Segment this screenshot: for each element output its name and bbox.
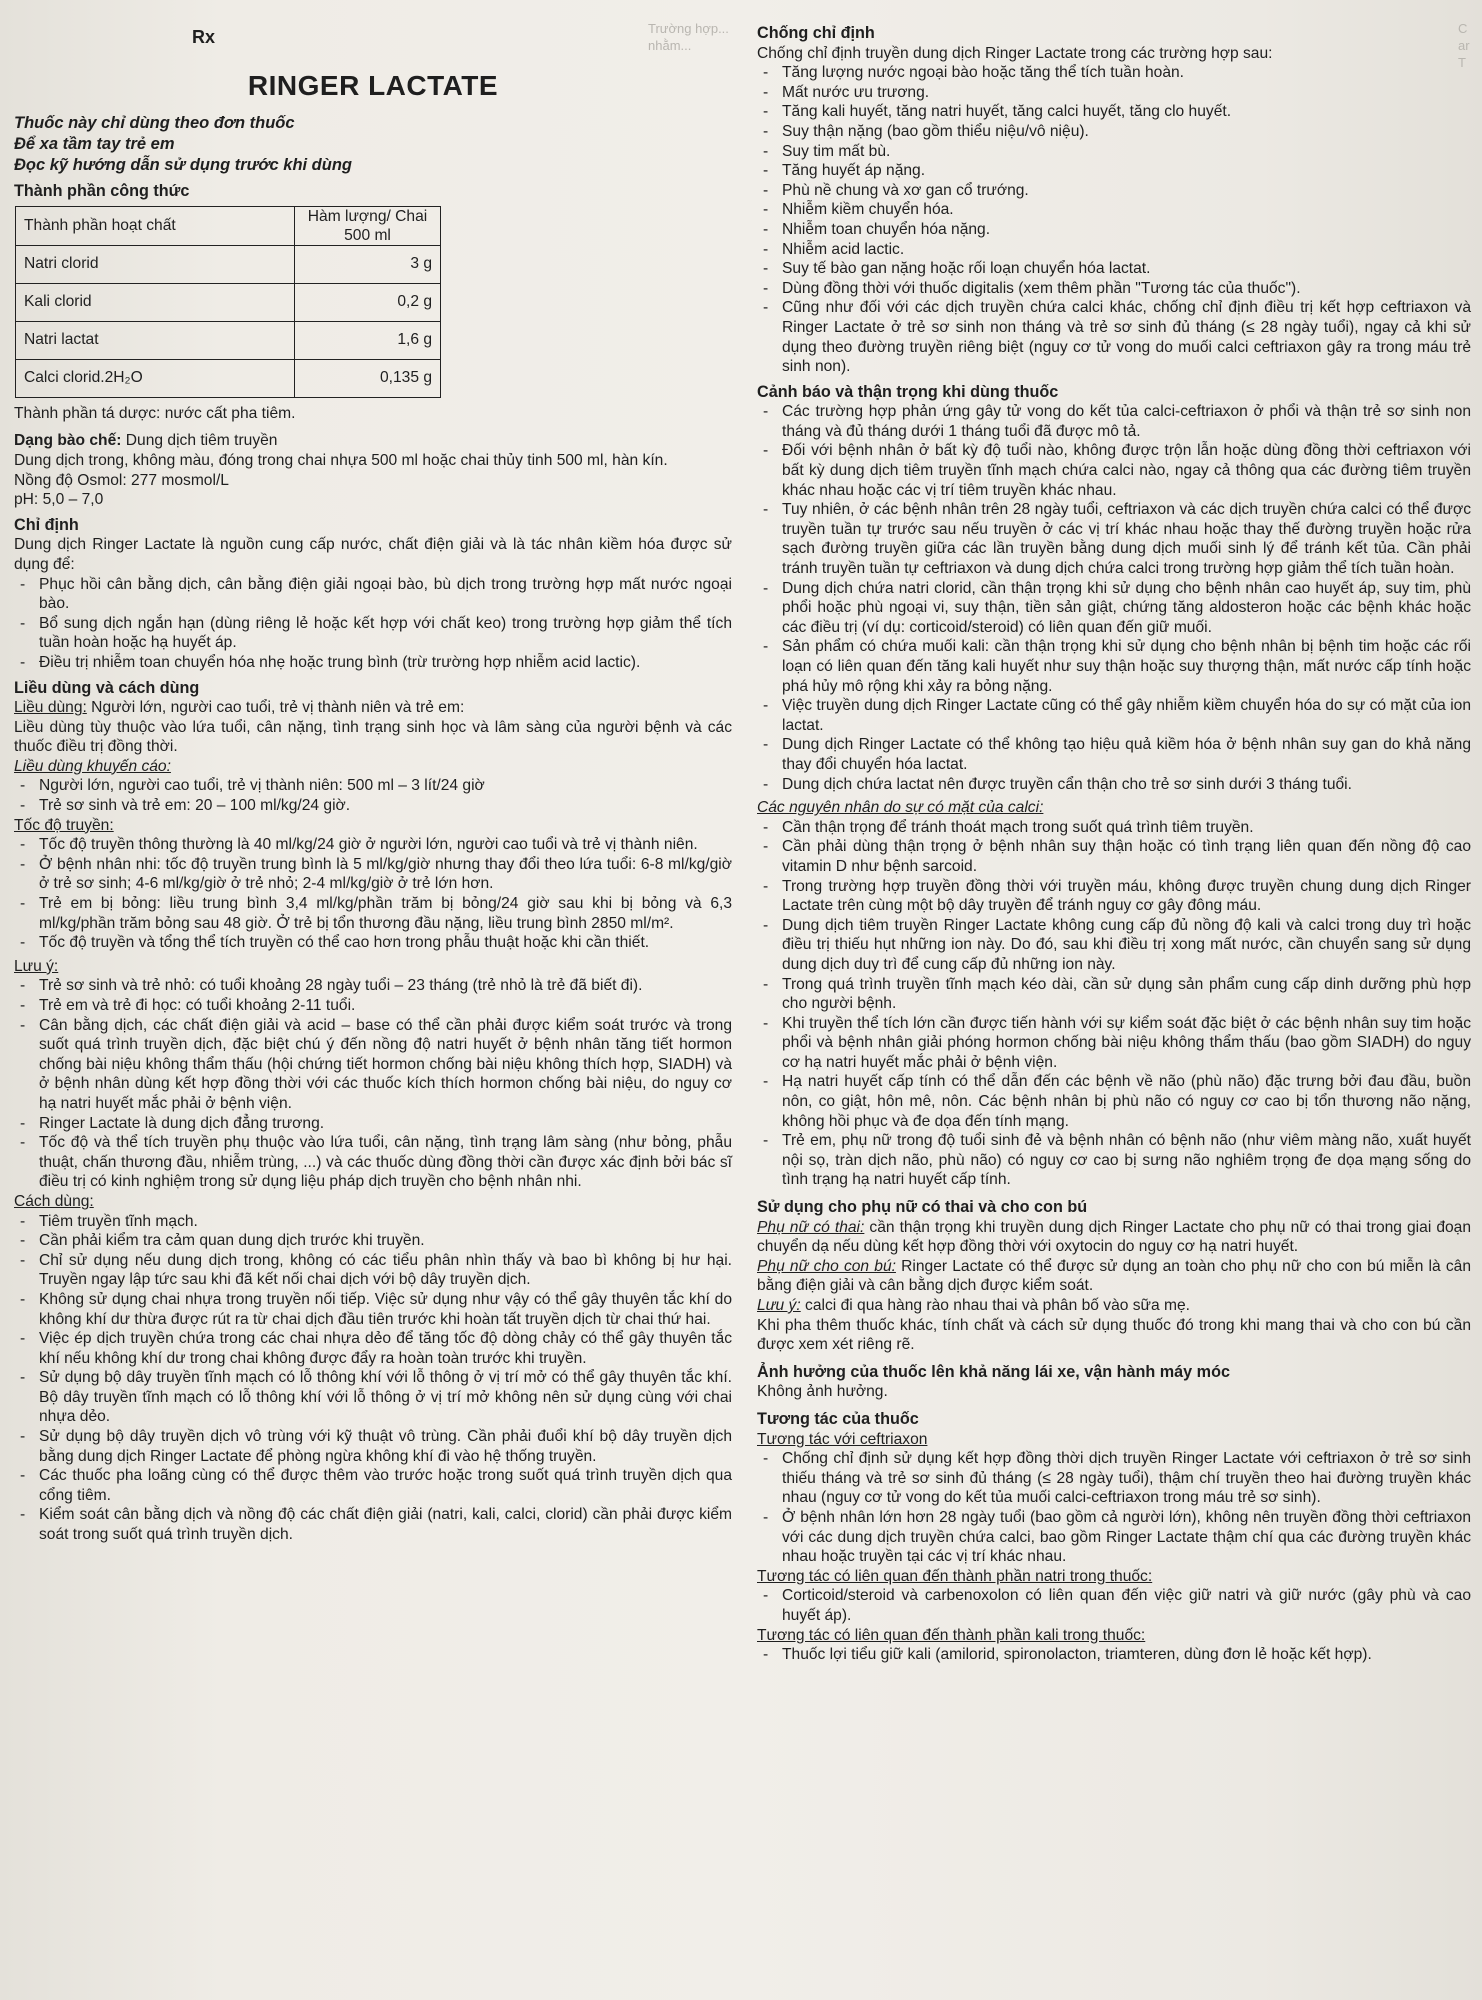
children-warning: Để xa tầm tay trẻ em xyxy=(14,135,175,154)
ph-text: pH: 5,0 – 7,0 xyxy=(14,491,104,509)
table-row xyxy=(16,321,441,359)
excipient-text: Thành phần tá dược: nước cất pha tiêm. xyxy=(14,404,296,422)
ingredient-amount: 3 g xyxy=(295,245,441,283)
list-item: - Cần phải kiểm tra cảm quan dung dịch trước khi truyền. xyxy=(14,1231,732,1251)
sodium-list xyxy=(757,1586,1471,1625)
dosage-heading: Liều dùng và cách dùng xyxy=(14,678,200,697)
list-item: - Sử dụng bộ dây truyền tĩnh mạch có lỗ thông khí với lỗ thông ở vị trí mở có thể gây thuyên tắc khí. Bộ dây truyền tĩnh mạch có lỗ thông khí với lỗ thông ở vị trí mở không nên sử dụng cùng với chai nhựa dẻo. xyxy=(14,1368,732,1427)
list-item: - Tuy nhiên, ở các bệnh nhân trên 28 ngày tuổi, ceftriaxon và các dịch truyền chứa calci có thể được truyền tuần tự trước sau nếu truyền ở các vị trí khác nhau hoặc thay thế đường truyền hoặc rửa sạch đường truyền giữa các lần truyền bằng dung dịch muối sinh lý để tránh kết tủa. Cần phải tránh truyền tuần tự ceftriaxon và dung dịch chứa calci trong trường hợp giảm thể tích tuần hoàn. xyxy=(757,500,1471,578)
potassium-interaction-heading: Tương tác có liên quan đến thành phần kali trong thuốc: xyxy=(757,1626,1146,1644)
table-row xyxy=(16,245,441,283)
list-item: - Suy thận nặng (bao gồm thiểu niệu/vô niệu). xyxy=(757,122,1471,142)
usage-heading: Cách dùng: xyxy=(14,1192,94,1210)
rate-heading: Tốc độ truyền: xyxy=(14,816,114,834)
list-item: - Tăng kali huyết, tăng natri huyết, tăng calci huyết, tăng clo huyết. xyxy=(757,102,1471,122)
list-item: - Khi truyền thể tích lớn cần được tiến hành với sự kiểm soát đặc biệt ở các bệnh nhân suy tim hoặc phổi và bệnh nhân giải phóng hormon chống bài niệu không thẩm thấu (bao gồm SIADH) do nguy cơ hạ natri huyết mắc phải ở bệnh viện. xyxy=(757,1014,1471,1073)
driving-heading: Ảnh hưởng của thuốc lên khả năng lái xe, vận hành máy móc xyxy=(757,1362,1230,1381)
list-item: - Không sử dụng chai nhựa trong truyền nối tiếp. Việc sử dụng như vậy có thể gây thuyên tắc khí do không khí dư thừa được rút ra từ chai dịch đầu tiên trước khi hoàn tất truyền dịch từ chai thứ hai. xyxy=(14,1290,732,1329)
read-instructions-warning: Đọc kỹ hướng dẫn sử dụng trước khi dùng xyxy=(14,156,353,175)
table-header-ingredient: Thành phần hoạt chất xyxy=(16,206,295,245)
list-item: - Chỉ sử dụng nếu dung dịch trong, không có các tiểu phân nhìn thấy và bao bì không bị hư hại. Truyền ngay lập tức sau khi đã kết nối chai dịch với bộ dây truyền dịch. xyxy=(14,1251,732,1290)
list-item: - Việc ép dịch truyền chứa trong các chai nhựa dẻo để tăng tốc độ dòng chảy có thể gây thuyên tắc khí nếu không khí dư trong chai không được đẩy ra hoàn toàn trước khi truyền. xyxy=(14,1329,732,1368)
interaction-heading: Tương tác của thuốc xyxy=(757,1409,919,1428)
list-item: - Kiểm soát cân bằng dịch và nồng độ các chất điện giải (natri, kali, calci, clorid) cần phải được kiểm soát trong suốt quá trình truyền dịch. xyxy=(14,1505,732,1544)
show-through-text: Trường hợp... nhằm... xyxy=(648,21,729,53)
pregnancy-sub3: Lưu ý: xyxy=(757,1297,801,1314)
recommended-list xyxy=(14,776,732,815)
dosage-form-heading: Dạng bào chế: xyxy=(14,432,122,450)
list-item: - Mất nước ưu trương. xyxy=(757,83,1471,103)
sodium-interaction-heading: Tương tác có liên quan đến thành phần natri trong thuốc: xyxy=(757,1567,1153,1585)
list-item: - Tăng huyết áp nặng. xyxy=(757,161,1471,181)
list-item: - Việc truyền dung dịch Ringer Lactate cũng có thể gây nhiễm kiềm chuyển hóa do sự có mặt của ion lactat. xyxy=(757,696,1471,735)
list-item: - Suy tế bào gan nặng hoặc rối loạn chuyển hóa lactat. xyxy=(757,259,1471,279)
list-item: - Nhiễm toan chuyển hóa nặng. xyxy=(757,220,1471,240)
right-column xyxy=(757,18,1471,1665)
usage-list xyxy=(14,1212,732,1545)
osmol-text: Nồng độ Osmol: 277 mosmol/L xyxy=(14,471,229,489)
show-through-text: C ar T xyxy=(1458,21,1470,70)
list-item: - Chống chỉ định sử dụng kết hợp đồng thời dịch truyền Ringer Lactate với ceftriaxon ở trẻ sơ sinh thiếu tháng và trẻ sơ sinh đủ tháng (≤ 28 ngày tuổi), thậm chí truyền theo hai đường truyền khác nhau (nguy cơ tử vong do kết tủa muối calci-ceftriaxon trong máu trẻ sơ sinh). xyxy=(757,1449,1471,1508)
list-item: - Ở bệnh nhân nhi: tốc độ truyền trung bình là 5 ml/kg/giờ nhưng thay đổi theo lứa tuổi: 6-8 ml/kg/giờ ở trẻ sơ sinh; 4-6 ml/kg/giờ ở trẻ nhỏ; 2-4 ml/kg/giờ ở trẻ lớn hơn. xyxy=(14,855,732,894)
list-item: - Trẻ em, phụ nữ trong độ tuổi sinh đẻ và bệnh nhân có bệnh não (như viêm màng não, xuất huyết nội sọ, tràn dịch não, phù não) có nguy cơ cao bị sưng não nghiêm trọng đe dọa mạng sống do tình trạng hạ natri huyết cấp tính. xyxy=(757,1131,1471,1190)
list-item: - Ở bệnh nhân lớn hơn 28 ngày tuổi (bao gồm cả người lớn), không nên truyền đồng thời ceftriaxon với các dung dịch truyền chứa calci, bao gồm Ringer Lactate thậm chí qua các đường truyền khác nhau hoặc truyền tại các vị trí khác nhau. xyxy=(757,1508,1471,1567)
table-row xyxy=(16,283,441,321)
ingredient-amount: 1,6 g xyxy=(295,321,441,359)
list-item: - Cần phải dùng thận trọng ở bệnh nhân suy thận hoặc có tình trạng liên quan đến nồng độ cao vitamin D như bệnh sarcoid. xyxy=(757,837,1471,876)
list-item: - Suy tim mất bù. xyxy=(757,142,1471,162)
list-item: - Nhiễm acid lactic. xyxy=(757,240,1471,260)
rate-list xyxy=(14,835,732,953)
list-item: - Bổ sung dịch ngắn hạn (dùng riêng lẻ hoặc kết hợp với chất keo) trong trường hợp giảm thể tích tuần hoàn hoặc hạ huyết áp. xyxy=(14,614,732,653)
contra-intro: Chống chỉ định truyền dung dịch Ringer Lactate trong các trường hợp sau: xyxy=(757,44,1273,62)
list-item: - Trong trường hợp truyền đồng thời với truyền máu, không được truyền chung dung dịch Ringer Lactate trên cùng một bộ dây truyền để tránh nguy cơ gây đông máu. xyxy=(757,877,1471,916)
list-item: - Trẻ em bị bỏng: liều trung bình 3,4 ml/kg/phần trăm bị bỏng/24 giờ sau khi bị bỏng và 6,3 ml/kg/phần trăm bỏng sau 48 giờ. Ở trẻ bị tổn thương đầu nặng, liều trung bình 2850 ml/m². xyxy=(14,894,732,933)
list-item: - Đối với bệnh nhân ở bất kỳ độ tuổi nào, không được trộn lẫn hoặc dùng đồng thời ceftriaxon với bất kỳ dung dịch tiêm truyền tĩnh mạch chứa calci nào, ngay cả thông qua các đường tiêm truyền khác nhau hoặc các vị trí tiêm truyền khác nhau. xyxy=(757,441,1471,500)
list-item: - Phục hồi cân bằng dịch, cân bằng điện giải ngoại bào, bù dịch trong trường hợp mất nước ngoại bào. xyxy=(14,575,732,614)
list-item: - Tốc độ truyền và tổng thể tích truyền có thể cao hơn trong phẫu thuật hoặc khi cần thiết. xyxy=(14,933,732,953)
list-item: - Nhiễm kiềm chuyển hóa. xyxy=(757,200,1471,220)
rx-mark: Rx xyxy=(192,27,216,47)
table-header-amount: Hàm lượng/ Chai 500 ml xyxy=(295,206,441,245)
dosage-p1: Liều dùng tùy thuộc vào lứa tuổi, cân nặng, tình trạng sinh học và lâm sàng của người bệnh và các thuốc điều trị đồng thời. xyxy=(14,718,732,756)
indication-intro: Dung dịch Ringer Lactate là nguồn cung cấp nước, chất điện giải và là tác nhân kiềm hóa được sử dụng để: xyxy=(14,536,732,573)
list-item: - Tốc độ và thể tích truyền phụ thuộc vào lứa tuổi, cân nặng, tình trạng lâm sàng (như bỏng, phẫu thuật, chấn thương đầu, nhiễm trùng, ...) và các thuốc dùng đồng thời cần được xác định bởi bác sĩ điều trị có kinh nghiệm trong sử dụng liệu pháp dịch truyền cho bệnh nhân nhi. xyxy=(14,1133,732,1192)
warning-heading: Cảnh báo và thận trọng khi dùng thuốc xyxy=(757,382,1059,401)
list-item: - Cân bằng dịch, các chất điện giải và acid – base có thể cần phải được kiểm soát trước và trong suốt quá trình truyền dịch, đặc biệt chú ý đến nồng độ natri huyết ở bệnh nhân tăng tiết hormon chống bài niệu không thẩm thấu (hội chứng tiết hormon chống bài niệu không thích hợp, SIADH) và ở bệnh nhân dùng kết hợp đồng thời với các thuốc kích thích hormon chống bài niệu, do nguy cơ hạ natri huyết mắc phải ở bệnh viện. xyxy=(14,1016,732,1114)
pregnancy-p2 xyxy=(757,1257,1471,1296)
ingredient-amount: 0,2 g xyxy=(295,283,441,321)
list-item: - Các thuốc pha loãng cùng có thể được thêm vào trước hoặc trong suốt quá trình truyền dịch qua cổng tiêm. xyxy=(14,1466,732,1505)
dosage-sub1-rest: Người lớn, người cao tuổi, trẻ vị thành niên và trẻ em: xyxy=(86,699,465,717)
contra-list xyxy=(757,63,1471,377)
list-item: - Các trường hợp phản ứng gây tử vong do kết tủa calci-ceftriaxon ở phổi và thận trẻ sơ sinh non tháng và đủ tháng dưới 1 tháng tuổi đã được mô tả. xyxy=(757,402,1471,441)
indication-heading: Chỉ định xyxy=(14,515,79,534)
composition-heading: Thành phần công thức xyxy=(14,182,190,201)
warning-list xyxy=(757,402,1471,794)
list-item: - Hạ natri huyết cấp tính có thể dẫn đến các bệnh về não (phù não) đặc trưng bởi đau đầu, buồn nôn, co giật, hôn mê, nôn. Các bệnh nhân bị phù não có nguy cơ cao bị tổn thương não nặng, không hồi phục và đe dọa đến tính mạng. xyxy=(757,1072,1471,1131)
list-item: - Dung dịch chứa lactat nên được truyền cẩn thận cho trẻ sơ sinh dưới 3 tháng tuổi. xyxy=(757,775,1471,795)
ceftriaxon-heading: Tương tác với ceftriaxon xyxy=(757,1430,928,1448)
indication-list xyxy=(14,575,732,673)
list-item: - Trẻ sơ sinh và trẻ em: 20 – 100 ml/kg/24 giờ. xyxy=(14,796,732,816)
left-column xyxy=(14,18,732,1545)
dosage-form-line xyxy=(14,431,732,451)
ingredient-name: Kali clorid xyxy=(16,283,295,321)
recommended-heading: Liều dùng khuyến cáo: xyxy=(14,757,171,775)
ingredient-amount: 0,135 g xyxy=(295,359,441,397)
pregnancy-p1-text: cần thận trọng khi truyền dung dịch Ringer Lactate cho phụ nữ có thai trong giai đoạn chuyển dạ nếu dùng kết hợp đồng thời với oxytocin do nguy cơ hạ natri huyết. xyxy=(757,1218,1472,1256)
pregnancy-p3-text: calci đi qua hàng rào nhau thai và phân bố vào sữa mẹ. xyxy=(800,1297,1190,1314)
list-item: - Cũng như đối với các dịch truyền chứa calci khác, chống chỉ định điều trị kết hợp ceftriaxon và Ringer Lactate ở trẻ sơ sinh non tháng và trẻ sơ sinh đủ tháng (≤ 28 ngày tuổi), ngay cả khi sử dụng theo đường truyền riêng biệt (nguy cơ tử vong do muối calci ceftriaxon gây ra trong máu trẻ sinh non). xyxy=(757,298,1471,376)
ingredient-name: Natri lactat xyxy=(16,321,295,359)
list-item: - Thuốc lợi tiểu giữ kali (amilorid, spironolacton, triamteren, dùng đơn lẻ hoặc kết hợp). xyxy=(757,1645,1471,1665)
table-header-row xyxy=(16,206,441,245)
ingredient-name: Natri clorid xyxy=(16,245,295,283)
list-item: - Dung dịch tiêm truyền Ringer Lactate không cung cấp đủ nồng độ kali và calci trong duy trì hoặc điều trị thiếu hụt những ion này. Do đó, sau khi điều trị xong mất nước, cần chuyển sang sử dụng dung dịch duy trì để cung cấp đủ những ion này. xyxy=(757,916,1471,975)
list-item: - Điều trị nhiễm toan chuyển hóa nhẹ hoặc trung bình (trừ trường hợp nhiễm acid lactic). xyxy=(14,653,732,673)
composition-table xyxy=(15,206,441,398)
product-title: RINGER LACTATE xyxy=(247,69,499,101)
table-row xyxy=(16,359,441,397)
pregnancy-sub1: Phụ nữ có thai: xyxy=(757,1218,865,1236)
list-item: - Tốc độ truyền thông thường là 40 ml/kg/24 giờ ở người lớn, người cao tuổi và trẻ vị thành niên. xyxy=(14,835,732,855)
pregnancy-sub2: Phụ nữ cho con bú: xyxy=(757,1257,896,1275)
list-item: - Trẻ sơ sinh và trẻ nhỏ: có tuổi khoảng 28 ngày tuổi – 23 tháng (trẻ nhỏ là trẻ đã biết đi). xyxy=(14,976,732,996)
pregnancy-p3 xyxy=(757,1296,1471,1316)
list-item: - Tăng lượng nước ngoại bào hoặc tăng thể tích tuần hoàn. xyxy=(757,63,1471,83)
dosage-form-desc: Dung dịch trong, không màu, đóng trong chai nhựa 500 ml hoặc chai thủy tinh 500 ml, hàn kín. xyxy=(14,451,668,469)
list-item: - Corticoid/steroid và carbenoxolon có liên quan đến việc giữ natri và giữ nước (gây phù và cao huyết áp). xyxy=(757,1586,1471,1625)
calci-heading: Các nguyên nhân do sự có mặt của calci: xyxy=(757,799,1044,817)
driving-text: Không ảnh hưởng. xyxy=(757,1383,888,1401)
list-item: - Trẻ em và trẻ đi học: có tuổi khoảng 2-11 tuổi. xyxy=(14,996,732,1016)
notes-list xyxy=(14,976,732,1192)
list-item: - Dùng đồng thời với thuốc digitalis (xem thêm phần "Tương tác của thuốc"). xyxy=(757,279,1471,299)
list-item: - Phù nề chung và xơ gan cổ trướng. xyxy=(757,181,1471,201)
list-item: - Người lớn, người cao tuổi, trẻ vị thành niên: 500 ml – 3 lít/24 giờ xyxy=(14,776,732,796)
ceftriaxon-list xyxy=(757,1449,1471,1567)
list-item: - Trong quá trình truyền tĩnh mạch kéo dài, cần sử dụng sản phẩm cung cấp dinh dưỡng phù hợp cho người bệnh. xyxy=(757,975,1471,1014)
prescription-warning: Thuốc này chỉ dùng theo đơn thuốc xyxy=(14,114,295,133)
ingredient-name: Calci clorid.2H₂O xyxy=(16,359,295,397)
pregnancy-p2-text: Ringer Lactate có thể được sử dụng an toàn cho phụ nữ cho con bú miễn là cân bằng điện giải và cân bằng dịch được kiểm soát. xyxy=(757,1257,1472,1295)
dosage-sub1: Liều dùng: xyxy=(14,699,87,717)
pregnancy-p1 xyxy=(757,1218,1471,1257)
pregnancy-p4: Khi pha thêm thuốc khác, tính chất và cách sử dụng thuốc đó trong khi mang thai và cho con bú cần được xem xét riêng rẽ. xyxy=(757,1316,1471,1354)
list-item: - Tiêm truyền tĩnh mạch. xyxy=(14,1212,732,1232)
list-item: - Dung dịch Ringer Lactate có thể không tạo hiệu quả kiềm hóa ở bệnh nhân suy gan do khả năng thay đổi chuyển hóa lactat. xyxy=(757,735,1471,774)
list-item: - Sử dụng bộ dây truyền dịch vô trùng với kỹ thuật vô trùng. Cần phải đuổi khí bộ dây truyền dịch bằng dung dịch Ringer Lactate để phòng ngừa không khí đi vào hệ thống truyền. xyxy=(14,1427,732,1466)
list-item: - Dung dịch chứa natri clorid, cần thận trọng khi sử dụng cho bệnh nhân cao huyết áp, suy tim, phù phổi hoặc phù ngoại vi, suy thận, tiền sản giật, chứng tăng aldosteron hoặc các bệnh khác hoặc các điều trị (ví dụ: corticoid/steroid) có liên quan đến giữ muối. xyxy=(757,579,1471,638)
notes-heading: Lưu ý: xyxy=(14,957,59,975)
potassium-list xyxy=(757,1645,1471,1665)
calci-list xyxy=(757,818,1471,1190)
list-item: - Ringer Lactate là dung dịch đẳng trương. xyxy=(14,1114,732,1134)
pregnancy-heading: Sử dụng cho phụ nữ có thai và cho con bú xyxy=(757,1198,1088,1217)
list-item: - Sản phẩm có chứa muối kali: cần thận trọng khi sử dụng cho bệnh nhân bị bệnh tim hoặc các rối loạn có liên quan đến tăng kali huyết như suy thận hoặc suy thượng thận, mất nước cấp tính hoặc phá hủy mô rộng khi xảy ra bỏng nặng. xyxy=(757,637,1471,696)
contra-heading: Chống chỉ định xyxy=(757,24,875,42)
list-item: - Cần thận trọng để tránh thoát mạch trong suốt quá trình tiêm truyền. xyxy=(757,818,1471,838)
dosage-sub1-line xyxy=(14,698,732,718)
dosage-form-value: Dung dịch tiêm truyền xyxy=(125,432,278,450)
